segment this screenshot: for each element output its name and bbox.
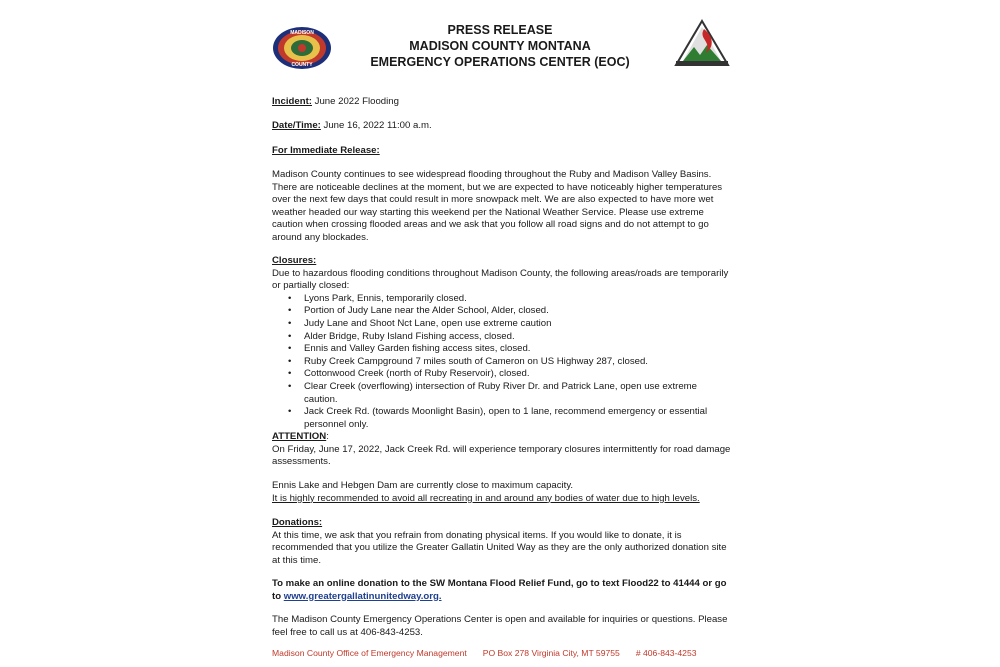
- header-county: MADISON COUNTY MONTANA: [409, 39, 591, 53]
- attention-text: On Friday, June 17, 2022, Jack Creek Rd. will experience temporary closures intermittently for road damage assessments.: [272, 443, 731, 468]
- mountain-flame-logo-icon: [674, 19, 730, 67]
- closure-item: • Ruby Creek Campground 7 miles south of Cameron on US Highway 287, closed.: [272, 356, 732, 369]
- footer-address: PO Box 278 Virginia City, MT 59755: [482, 648, 620, 658]
- closure-item: • Portion of Judy Lane near the Alder School, Alder, closed.: [272, 305, 732, 318]
- closures-label: Closures:: [272, 255, 317, 266]
- svg-text:COUNTY: COUNTY: [291, 62, 313, 68]
- incident-value: June 2022 Flooding: [311, 96, 399, 107]
- closure-item: • Jack Creek Rd. (towards Moonlight Basin), open to 1 lane, recommend emergency or essential personnel only.: [272, 406, 732, 431]
- closing-paragraph: The Madison County Emergency Operations Center is open and available for inquiries or questions. Please feel free to call us at 406-843-4253.: [272, 614, 728, 638]
- donations-section: [272, 517, 732, 567]
- closure-item: • Clear Creek (overflowing) intersection of Ruby River Dr. and Patrick Lane, open use extreme caution.: [272, 381, 732, 406]
- intro-paragraph: Madison County continues to see widespread flooding throughout the Ruby and Madison Valley Basins. There are noticeable declines at the moment, but we are expected to have noticeably higher temperatures over the next few days that could result in more snowpack melt. We are also expected to have more wet weather headed our way starting this weekend per the National Weather Service. Please use extreme caution when crossing flooded areas and we ask that you follow all road signs and do not attempt to go around any blockades.: [272, 169, 723, 243]
- closures-list: [272, 293, 732, 432]
- footer-phone: # 406-843-4253: [635, 648, 697, 658]
- immediate-release-label: For Immediate Release:: [272, 145, 380, 156]
- online-donation-line: [272, 578, 732, 603]
- closure-item: • Cottonwood Creek (north of Ruby Reservoir), closed.: [272, 368, 732, 381]
- united-way-link[interactable]: www.greatergallatinunitedway.org.: [283, 590, 442, 602]
- attention-colon: :: [326, 431, 329, 442]
- datetime-line: [272, 120, 732, 133]
- release-label-line: [272, 145, 732, 158]
- closure-item: • Ennis and Valley Garden fishing access sites, closed.: [272, 343, 732, 356]
- closures-section: [272, 255, 732, 431]
- donations-label: Donations:: [272, 517, 323, 528]
- online-donation-text: To make an online donation to the SW Montana Flood Relief Fund, go to text Flood22 to 41444 or go to: [272, 578, 727, 602]
- incident-label: Incident:: [272, 96, 312, 107]
- footer-contact: [272, 648, 713, 658]
- incident-line: [272, 96, 732, 109]
- water-warning-text: It is highly recommended to avoid all recreating in and around any bodies of water due to high levels.: [272, 492, 700, 504]
- closure-item: • Judy Lane and Shoot Nct Lane, open use extreme caution: [272, 318, 732, 331]
- attention-label: ATTENTION: [272, 431, 327, 442]
- footer-office: Madison County Office of Emergency Management: [272, 648, 467, 658]
- closure-item: • Lyons Park, Ennis, temporarily closed.: [272, 293, 732, 306]
- header-eoc: EMERGENCY OPERATIONS CENTER (EOC): [370, 55, 630, 69]
- capacity-text: Ennis Lake and Hebgen Dam are currently close to maximum capacity.: [272, 480, 574, 491]
- header-press-release: PRESS RELEASE: [447, 23, 553, 37]
- datetime-value: June 16, 2022 11:00 a.m.: [320, 120, 432, 131]
- closures-intro: Due to hazardous flooding conditions throughout Madison County, the following areas/roads are temporarily or partially closed:: [272, 267, 729, 292]
- capacity-section: [272, 480, 732, 505]
- attention-section: [272, 431, 732, 469]
- press-release-header: [0, 22, 1000, 70]
- closure-item: • Alder Bridge, Ruby Island Fishing access, closed.: [272, 331, 732, 344]
- donations-text: At this time, we ask that you refrain from donating physical items. If you would like to donate, it is recommended that you utilize the Greater Gallatin United Way as they are the only authorized donation site at this time.: [272, 529, 727, 566]
- svg-text:MADISON: MADISON: [290, 30, 314, 36]
- datetime-label: Date/Time:: [272, 120, 321, 131]
